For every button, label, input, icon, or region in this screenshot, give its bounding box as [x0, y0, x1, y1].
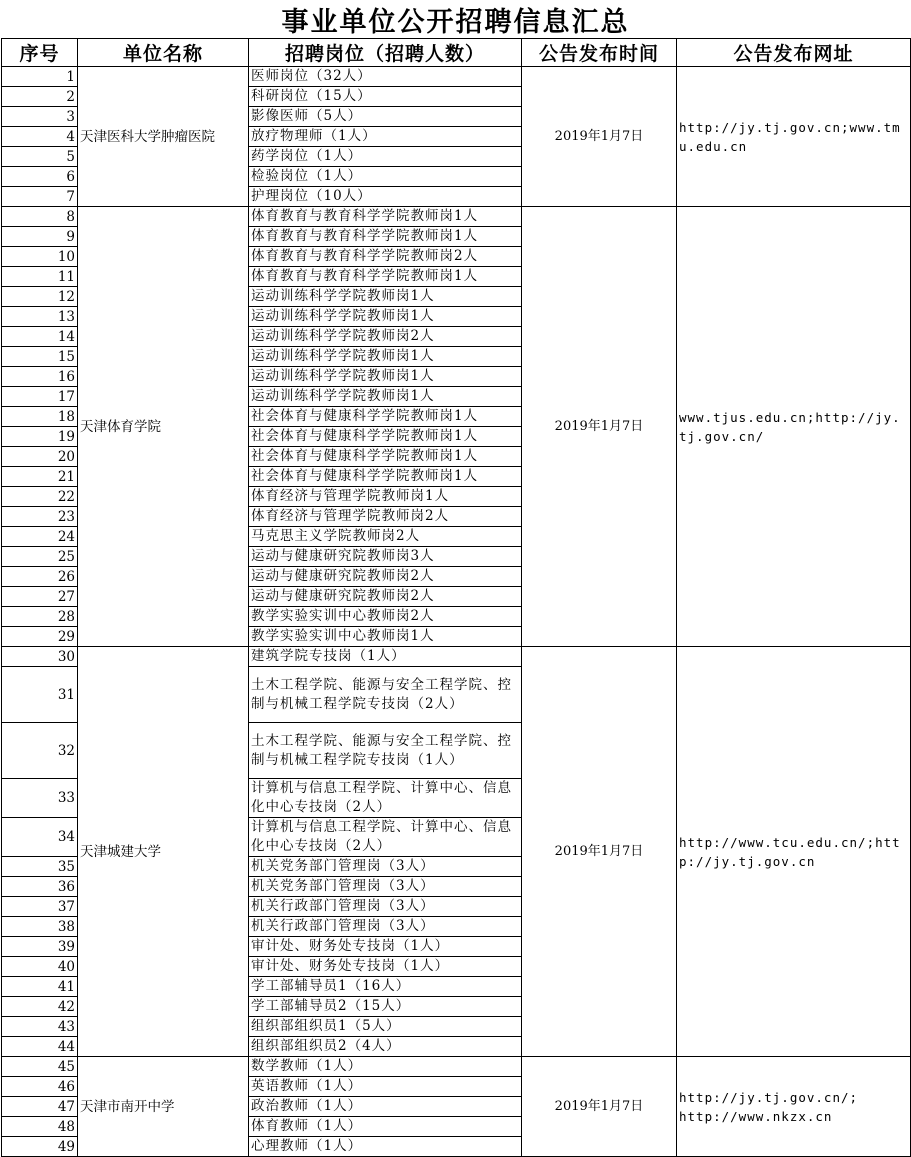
- row-seq: 10: [2, 247, 78, 267]
- row-seq: 14: [2, 327, 78, 347]
- position-cell: 运动训练科学学院教师岗1人: [249, 347, 522, 367]
- header-position: 招聘岗位（招聘人数）: [249, 39, 522, 67]
- position-cell: 审计处、财务处专技岗（1人）: [249, 937, 522, 957]
- position-cell: 机关行政部门管理岗（3人）: [249, 917, 522, 937]
- position-cell: 体育教育与教育科学学院教师岗1人: [249, 227, 522, 247]
- position-cell: 放疗物理师（1人）: [249, 127, 522, 147]
- row-seq: 38: [2, 917, 78, 937]
- row-seq: 31: [2, 667, 78, 723]
- publish-url: http://jy.tj.gov.cn;www.tmu.edu.cn: [677, 67, 911, 207]
- publish-url: http://www.tcu.edu.cn/;http://jy.tj.gov.cn: [677, 647, 911, 1057]
- position-cell: 建筑学院专技岗（1人）: [249, 647, 522, 667]
- position-cell: 学工部辅导员1（16人）: [249, 977, 522, 997]
- position-cell: 计算机与信息工程学院、计算中心、信息化中心专技岗（2人）: [249, 818, 522, 857]
- row-seq: 27: [2, 587, 78, 607]
- position-cell: 运动与健康研究院教师岗2人: [249, 567, 522, 587]
- row-seq: 33: [2, 779, 78, 818]
- row-seq: 7: [2, 187, 78, 207]
- row-seq: 17: [2, 387, 78, 407]
- position-cell: 检验岗位（1人）: [249, 167, 522, 187]
- row-seq: 2: [2, 87, 78, 107]
- row-seq: 8: [2, 207, 78, 227]
- row-seq: 45: [2, 1057, 78, 1077]
- publish-date: 2019年1月7日: [522, 647, 677, 1057]
- position-cell: 体育教育与教育科学学院教师岗1人: [249, 207, 522, 227]
- row-seq: 43: [2, 1017, 78, 1037]
- position-cell: 学工部辅导员2（15人）: [249, 997, 522, 1017]
- position-cell: 体育教育与教育科学学院教师岗2人: [249, 247, 522, 267]
- row-seq: 4: [2, 127, 78, 147]
- row-seq: 6: [2, 167, 78, 187]
- row-seq: 42: [2, 997, 78, 1017]
- row-seq: 40: [2, 957, 78, 977]
- position-cell: 数学教师（1人）: [249, 1057, 522, 1077]
- position-cell: 运动训练科学学院教师岗1人: [249, 367, 522, 387]
- position-cell: 体育教师（1人）: [249, 1117, 522, 1137]
- row-seq: 9: [2, 227, 78, 247]
- position-cell: 护理岗位（10人）: [249, 187, 522, 207]
- row-seq: 25: [2, 547, 78, 567]
- publish-url: www.tjus.edu.cn;http://jy.tj.gov.cn/: [677, 207, 911, 647]
- publish-date: 2019年1月7日: [522, 1057, 677, 1157]
- row-seq: 34: [2, 818, 78, 857]
- position-cell: 社会体育与健康科学学院教师岗1人: [249, 467, 522, 487]
- position-cell: 政治教师（1人）: [249, 1097, 522, 1117]
- row-seq: 48: [2, 1117, 78, 1137]
- position-cell: 体育经济与管理学院教师岗2人: [249, 507, 522, 527]
- position-cell: 土木工程学院、能源与安全工程学院、控制与机械工程学院专技岗（2人）: [249, 667, 522, 723]
- row-seq: 13: [2, 307, 78, 327]
- publish-date: 2019年1月7日: [522, 67, 677, 207]
- row-seq: 18: [2, 407, 78, 427]
- recruitment-table: [1, 38, 911, 1157]
- row-seq: 35: [2, 857, 78, 877]
- unit-name: 天津医科大学肿瘤医院: [78, 67, 249, 207]
- row-seq: 16: [2, 367, 78, 387]
- row-seq: 37: [2, 897, 78, 917]
- row-seq: 32: [2, 723, 78, 779]
- row-seq: 15: [2, 347, 78, 367]
- row-seq: 47: [2, 1097, 78, 1117]
- row-seq: 24: [2, 527, 78, 547]
- position-cell: 影像医师（5人）: [249, 107, 522, 127]
- row-seq: 36: [2, 877, 78, 897]
- position-cell: 社会体育与健康科学学院教师岗1人: [249, 427, 522, 447]
- publish-date: 2019年1月7日: [522, 207, 677, 647]
- position-cell: 组织部组织员2（4人）: [249, 1037, 522, 1057]
- position-cell: 教学实验实训中心教师岗1人: [249, 627, 522, 647]
- table-row: [2, 67, 911, 87]
- publish-url: http://jy.tj.gov.cn/; http://www.nkzx.cn: [677, 1057, 911, 1157]
- row-seq: 22: [2, 487, 78, 507]
- row-seq: 20: [2, 447, 78, 467]
- table-row: [2, 647, 911, 667]
- row-seq: 1: [2, 67, 78, 87]
- position-cell: 教学实验实训中心教师岗2人: [249, 607, 522, 627]
- table-row: [2, 207, 911, 227]
- row-seq: 5: [2, 147, 78, 167]
- row-seq: 41: [2, 977, 78, 997]
- row-seq: 21: [2, 467, 78, 487]
- position-cell: 运动与健康研究院教师岗2人: [249, 587, 522, 607]
- position-cell: 机关党务部门管理岗（3人）: [249, 877, 522, 897]
- position-cell: 运动训练科学学院教师岗1人: [249, 307, 522, 327]
- position-cell: 马克思主义学院教师岗2人: [249, 527, 522, 547]
- position-cell: 运动训练科学学院教师岗1人: [249, 387, 522, 407]
- position-cell: 医师岗位（32人）: [249, 67, 522, 87]
- row-seq: 46: [2, 1077, 78, 1097]
- position-cell: 审计处、财务处专技岗（1人）: [249, 957, 522, 977]
- header-date: 公告发布时间: [522, 39, 677, 67]
- row-seq: 29: [2, 627, 78, 647]
- position-cell: 社会体育与健康科学学院教师岗1人: [249, 407, 522, 427]
- position-cell: 机关行政部门管理岗（3人）: [249, 897, 522, 917]
- header-url: 公告发布网址: [677, 39, 911, 67]
- position-cell: 机关党务部门管理岗（3人）: [249, 857, 522, 877]
- header-row: [2, 39, 911, 67]
- row-seq: 39: [2, 937, 78, 957]
- row-seq: 30: [2, 647, 78, 667]
- unit-name: 天津市南开中学: [78, 1057, 249, 1157]
- row-seq: 26: [2, 567, 78, 587]
- row-seq: 11: [2, 267, 78, 287]
- position-cell: 运动与健康研究院教师岗3人: [249, 547, 522, 567]
- position-cell: 体育教育与教育科学学院教师岗1人: [249, 267, 522, 287]
- table-row: [2, 1057, 911, 1077]
- position-cell: 心理教师（1人）: [249, 1137, 522, 1157]
- row-seq: 28: [2, 607, 78, 627]
- row-seq: 49: [2, 1137, 78, 1157]
- header-unit: 单位名称: [78, 39, 249, 67]
- position-cell: 英语教师（1人）: [249, 1077, 522, 1097]
- unit-name: 天津体育学院: [78, 207, 249, 647]
- row-seq: 44: [2, 1037, 78, 1057]
- position-cell: 计算机与信息工程学院、计算中心、信息化中心专技岗（2人）: [249, 779, 522, 818]
- row-seq: 19: [2, 427, 78, 447]
- row-seq: 23: [2, 507, 78, 527]
- position-cell: 药学岗位（1人）: [249, 147, 522, 167]
- header-seq: 序号: [2, 39, 78, 67]
- position-cell: 运动训练科学学院教师岗1人: [249, 287, 522, 307]
- unit-name: 天津城建大学: [78, 647, 249, 1057]
- position-cell: 土木工程学院、能源与安全工程学院、控制与机械工程学院专技岗（1人）: [249, 723, 522, 779]
- position-cell: 社会体育与健康科学学院教师岗1人: [249, 447, 522, 467]
- page-title: 事业单位公开招聘信息汇总: [281, 6, 630, 38]
- position-cell: 科研岗位（15人）: [249, 87, 522, 107]
- position-cell: 运动训练科学学院教师岗2人: [249, 327, 522, 347]
- row-seq: 12: [2, 287, 78, 307]
- position-cell: 体育经济与管理学院教师岗1人: [249, 487, 522, 507]
- position-cell: 组织部组织员1（5人）: [249, 1017, 522, 1037]
- row-seq: 3: [2, 107, 78, 127]
